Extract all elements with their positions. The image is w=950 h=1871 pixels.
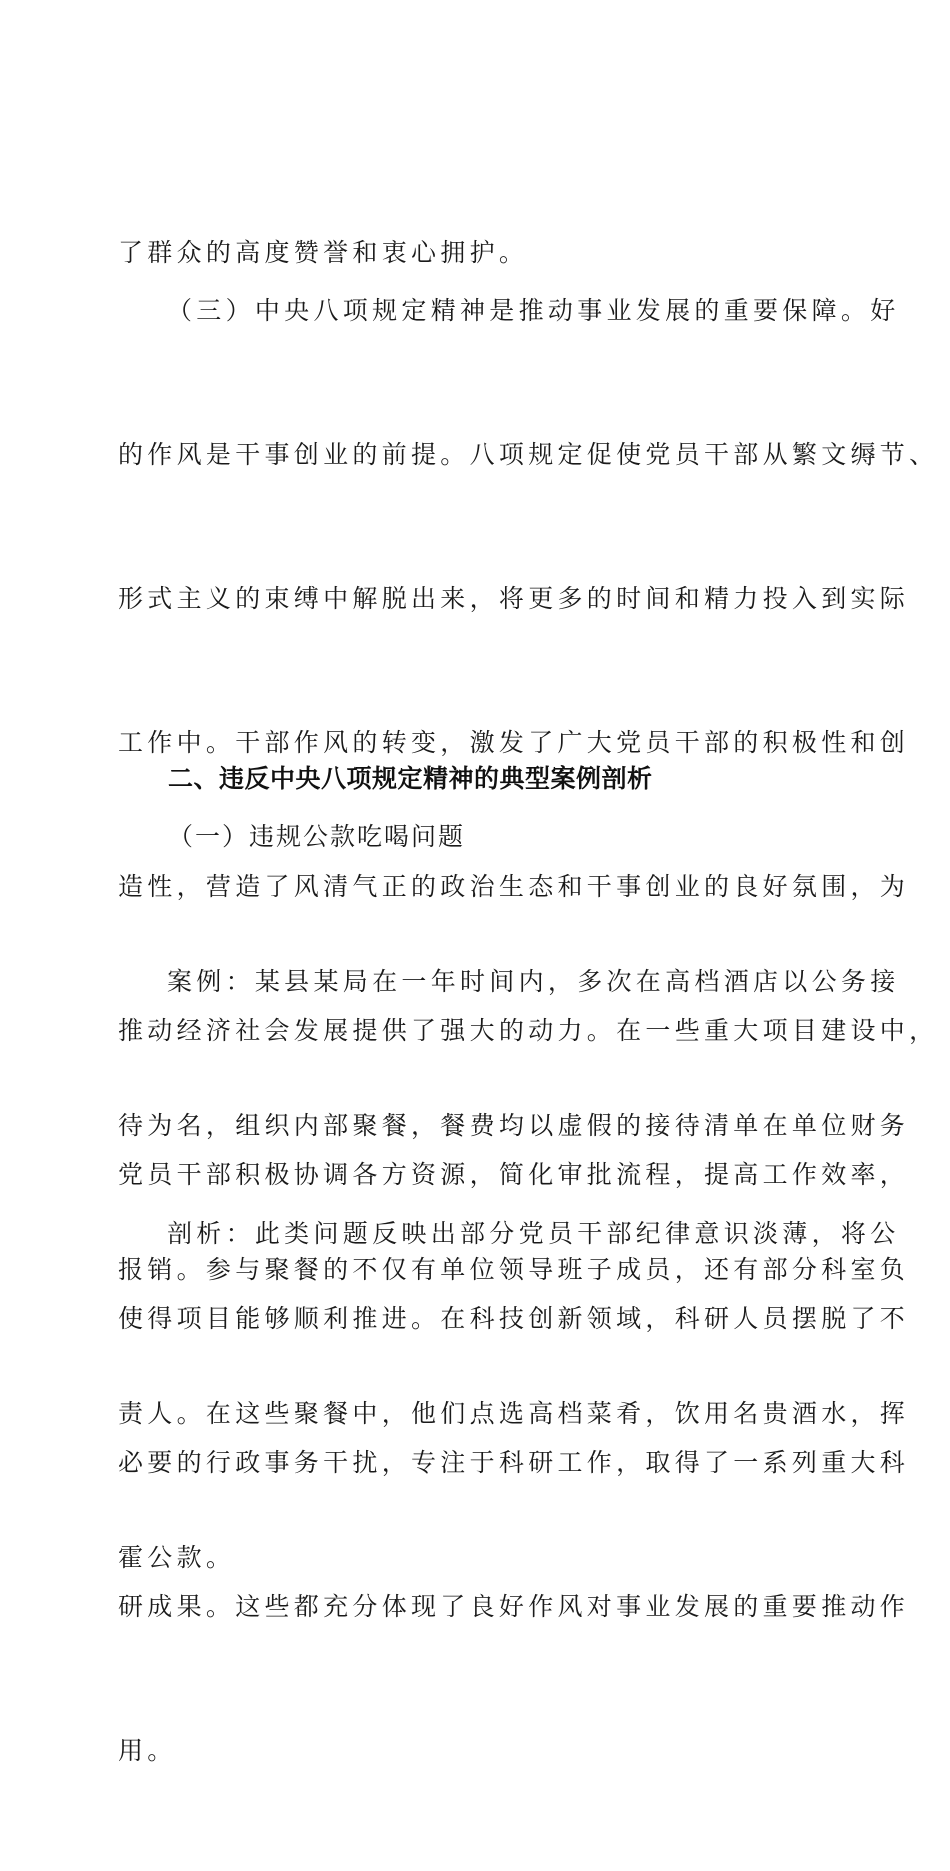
text-line: 必要的行政事务干扰，专注于科研工作，取得了一系列重大科 (118, 1448, 910, 1477)
subsection-heading: （一）违规公款吃喝问题 (168, 822, 466, 851)
text-line: 工作中。干部作风的转变，激发了广大党员干部的积极性和创 (118, 728, 910, 757)
text-line: （三）中央八项规定精神是推动事业发展的重要保障。好 (118, 296, 900, 325)
text-line: 待为名，组织内部聚餐，餐费均以虚假的接待清单在单位财务 (118, 1111, 910, 1140)
text-line: 案例：某县某局在一年时间内，多次在高档酒店以公务接 (118, 967, 900, 996)
text-line: 责人。在这些聚餐中，他们点选高档菜肴，饮用名贵酒水，挥 (118, 1399, 910, 1428)
text-line: 研成果。这些都充分体现了良好作风对事业发展的重要推动作 (118, 1592, 910, 1621)
text-line: 形式主义的束缚中解脱出来，将更多的时间和精力投入到实际 (118, 584, 910, 613)
text-line: 的作风是干事创业的前提。八项规定促使党员干部从繁文缛节、 (118, 440, 939, 469)
text-line: 霍公款。 (118, 1543, 236, 1572)
section-heading: 二、违反中央八项规定精神的典型案例剖析 (168, 764, 653, 793)
text-line: 推动经济社会发展提供了强大的动力。在一些重大项目建设中， (118, 1016, 939, 1045)
text-line: 用。 (118, 1736, 177, 1765)
text-line: 了群众的高度赞誉和衷心拥护。 (118, 238, 529, 267)
text-line: 党员干部积极协调各方资源，简化审批流程，提高工作效率， (118, 1160, 910, 1189)
text-line: 造性，营造了风清气正的政治生态和干事创业的良好氛围，为 (118, 872, 910, 901)
text-line: 剖析：此类问题反映出部分党员干部纪律意识淡薄，将公 (118, 1219, 900, 1248)
paragraph-analysis (118, 1114, 910, 1354)
text-line: 报销。参与聚餐的不仅有单位领导班子成员，还有部分科室负 (118, 1255, 910, 1284)
text-line: 使得项目能够顺利推进。在科技创新领域，科研人员摆脱了不 (118, 1304, 910, 1333)
